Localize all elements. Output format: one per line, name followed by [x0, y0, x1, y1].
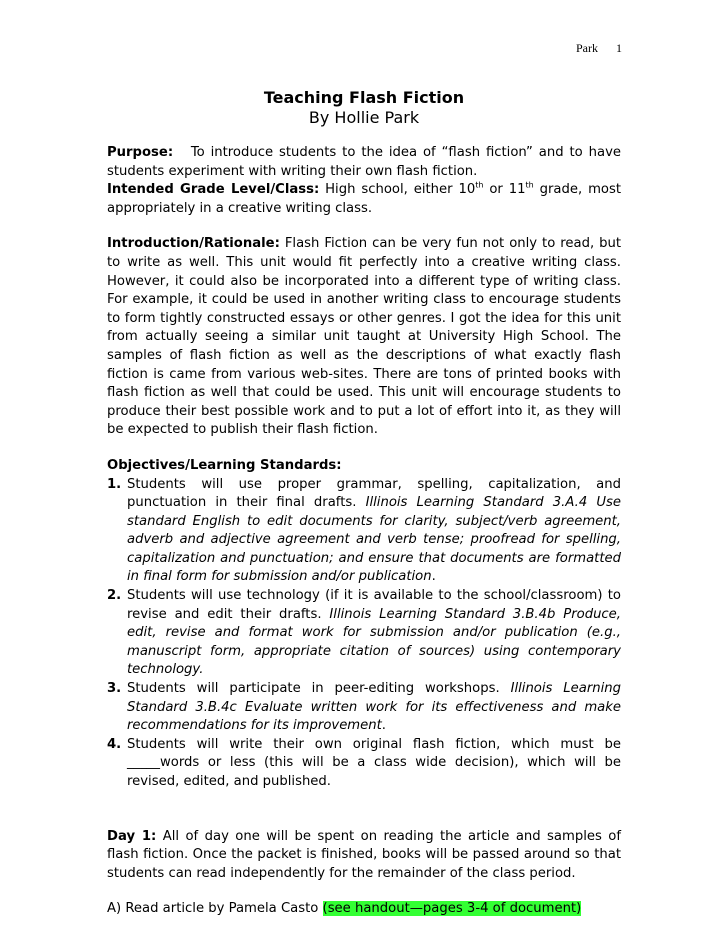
item-number: 3. [107, 681, 122, 697]
purpose-label: Purpose: [107, 145, 174, 160]
day1-paragraph [107, 828, 621, 884]
step-a [107, 900, 621, 919]
item-number: 1. [107, 476, 122, 492]
item-standard: Illinois Learning Standard 3.B.4b Produce, edit, revise and format work for submission and/or publication (e.g., manuscript form, appropriate citation of sources) using contemporary technology. [127, 606, 621, 678]
title-byline: By Hollie Park [308, 108, 420, 127]
grade-text-2: or 11 [483, 182, 526, 198]
item-tail: . [381, 718, 386, 734]
list-item [107, 587, 621, 680]
objectives-heading [107, 457, 621, 476]
item-number: 4. [107, 736, 122, 752]
day1-text: All of day one will be spent on reading the article and samples of flash fiction. Once the packet is finished, books will be passed around so that students can read independently for the remainder of the class period. [107, 828, 621, 881]
grade-text-3: grade, most appropriately in a creative writing class. [107, 182, 622, 216]
purpose-paragraph [107, 144, 621, 181]
item-text: Students will use proper grammar, spelling, capitalization, and punctuation in their final drafts. [127, 476, 621, 511]
document-body [107, 144, 621, 919]
title-main: Teaching Flash Fiction [263, 88, 465, 107]
document-title [0, 88, 728, 128]
grade-sup-2: th [525, 180, 534, 190]
intro-label: Introduction/Rationale: [107, 236, 280, 252]
item-standard: Illinois Learning Standard 3.B.4c Evaluate written work for its effectiveness and make recommendations for its improvement [127, 681, 622, 734]
item-text: Students will use technology (if it is available to the school/classroom) to revise and edit their drafts. [127, 588, 621, 622]
grade-paragraph [107, 181, 621, 218]
grade-label: Intended Grade Level/Class: [107, 182, 320, 198]
item-standard: Illinois Learning Standard 3.A.4 Use standard English to edit documents for clarity, subject/verb agreement, adverb and adjective agreement and verb tense; proofread for spelling, capitalization and punctuation; and ensure that documents are formatted in final form for submission and/or publication [127, 495, 621, 585]
item-number: 2. [107, 588, 122, 604]
step-a-highlight: (see handout—pages 3-4 of document) [322, 901, 582, 917]
grade-text-1: High school, either 10 [319, 182, 476, 198]
item-text: Students will participate in peer-editing workshops. [127, 681, 511, 697]
item-text: Students will write their own original flash fiction, which must be _____words or less (this will be a class wide decision), which will be revised, edited, and published. [127, 736, 621, 789]
objectives-list [107, 476, 621, 792]
item-tail: . [431, 569, 436, 585]
page-number: 1 [616, 41, 622, 55]
page-header [576, 41, 622, 56]
objectives-heading-text: Objectives/Learning Standards: [107, 457, 342, 473]
list-item [107, 680, 621, 736]
list-item [107, 736, 621, 792]
day1-label: Day 1: [107, 828, 157, 844]
intro-text: Flash Fiction can be very fun not only to read, but to write as well. This unit would fit perfectly into a creative writing class. However, it could also be incorporated into a different type of writing class. For example, it could be used in another writing class to encourage students to form tightly constructed essays or other genres. I got the idea for this unit from actually seeing a similar unit taught at University High School. The samples of flash fiction as well as the descriptions of what exactly flash fiction is came from various web-sites. There are tons of printed books with flash fiction as well that could be used. This unit will encourage students to produce their best possible work and to put a lot of effort into it, as they will be expected to publish their flash fiction. [107, 236, 621, 438]
purpose-text: To introduce students to the idea of “flash fiction” and to have students experiment with writing their own flash fiction. [107, 145, 621, 179]
list-item [107, 476, 621, 588]
header-name: Park [576, 41, 598, 55]
step-a-text: A) Read article by Pamela Casto [107, 901, 323, 917]
intro-paragraph [107, 235, 621, 440]
grade-sup-1: th [475, 180, 484, 190]
